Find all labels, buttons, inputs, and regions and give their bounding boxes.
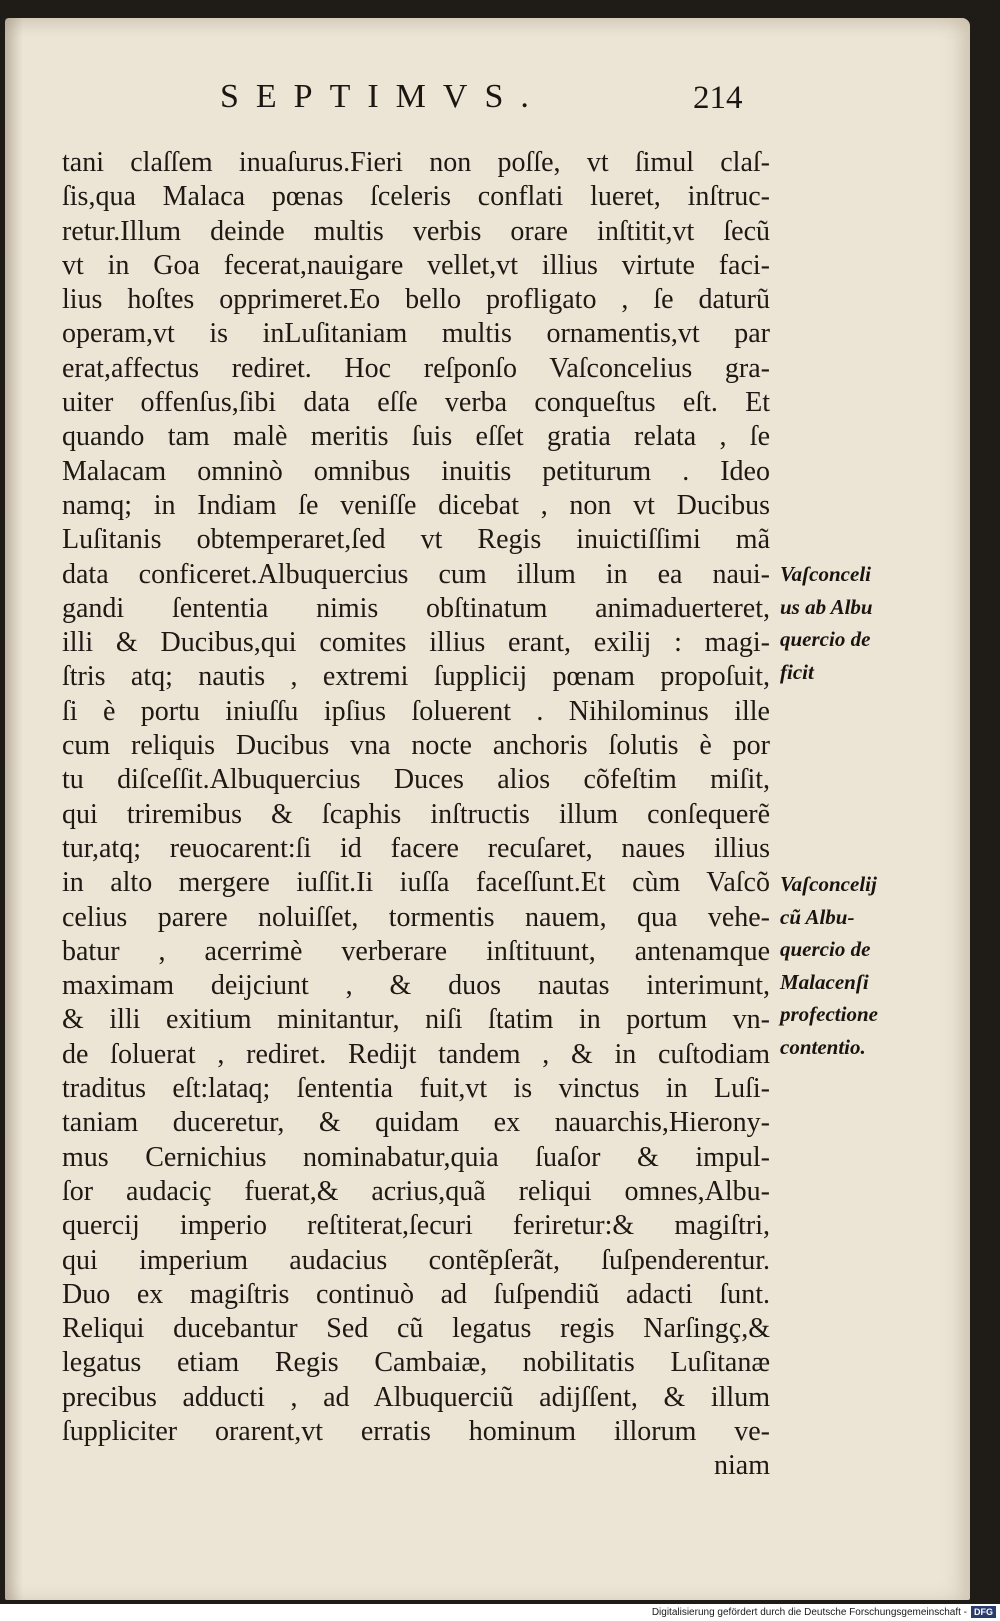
text-line: data conficeret.Albuquercius cum illum in ea naui- bbox=[62, 558, 770, 590]
text-line: ſuppliciter orarent,vt erratis hominum illorum ve- bbox=[62, 1415, 770, 1447]
text-line: namq; in Indiam ſe veniſſe dicebat , non vt Ducibus bbox=[62, 489, 770, 521]
marginal-note-line: contentio. bbox=[780, 1034, 866, 1059]
text-line: quercij imperio reſtiterat,ſecuri feriretur:& magiſtri, bbox=[62, 1210, 770, 1242]
marginal-note-line: Vaſconcelij bbox=[780, 872, 877, 896]
marginal-note-line: ficit bbox=[780, 659, 814, 684]
text-line: lius hoſtes opprimeret.Eo bello profligato , ſe daturũ bbox=[62, 284, 770, 316]
text-line: qui imperium audacius contẽpſerãt, ſuſpenderentur. bbox=[62, 1244, 770, 1276]
text-line: uiter offenſus,ſibi data eſſe verba conqueſtus eſt. Et bbox=[62, 387, 770, 419]
running-head: SEPTIMVS. bbox=[220, 78, 546, 115]
marginal-note bbox=[780, 558, 900, 688]
text-line: mus Cernichius nominabatur,quia ſuaſor & impul- bbox=[62, 1141, 770, 1173]
text-line: illi & Ducibus,qui comites illius erant, exilij : magi- bbox=[62, 627, 770, 659]
text-line: quando tam malè meritis ſuis eſſet gratia relata , ſe bbox=[62, 421, 770, 453]
text-line: celius parere noluiſſet, tormentis nauem, qua vehe- bbox=[62, 901, 770, 933]
text-line: taniam duceretur, & quidam ex nauarchis,Hierony- bbox=[62, 1107, 770, 1139]
text-line: ſor audaciç fuerat,& acrius,quã reliqui omnes,Albu- bbox=[62, 1175, 770, 1207]
marginal-note-line: us ab Albu bbox=[780, 594, 873, 619]
text-line: operam,vt is inLuſitaniam multis ornamentis,vt par bbox=[62, 318, 770, 350]
book-page bbox=[5, 18, 970, 1600]
text-line: ſis,qua Malaca pœnas ſceleris conflati lueret, inſtruc- bbox=[62, 181, 770, 213]
text-line: Duo ex magiſtris continuò ad ſuſpendiũ adacti ſunt. bbox=[62, 1278, 770, 1310]
text-line: tur,atq; reuocarent:ſi id facere recuſaret, naues illius bbox=[62, 832, 770, 864]
page-gutter-shadow bbox=[5, 18, 23, 1600]
text-line: Reliqui ducebantur Sed cũ legatus regis Narſingç,& bbox=[62, 1313, 770, 1345]
text-line: in alto mergere iuſſit.Ii iuſſa faceſſunt.Et cùm Vaſcõ bbox=[62, 867, 770, 899]
text-line: ſtris atq; nautis , extremi ſupplicij pœnam propoſuit, bbox=[62, 661, 770, 693]
text-line: legatus etiam Regis Cambaiæ, nobilitatis Luſitanæ bbox=[62, 1347, 770, 1379]
catchword: niam bbox=[714, 1450, 770, 1482]
text-line: ſi è portu iniuſſu ipſius ſoluerent . Nihilominus ille bbox=[62, 695, 770, 727]
dfg-logo: DFG bbox=[971, 1606, 996, 1618]
text-line: batur , acerrimè verberare inſtituunt, antenamque bbox=[62, 935, 770, 967]
marginal-note-line: quercio de bbox=[780, 627, 871, 651]
text-line: tu diſceſſit.Albuquercius Duces alios cõfeſtim miſit, bbox=[62, 764, 770, 796]
marginal-note-line: cũ Albu- bbox=[780, 904, 855, 929]
text-line: Luſitanis obtemperaret,ſed vt Regis inuictiſſimi mã bbox=[62, 524, 770, 556]
marginal-note-line: profectione bbox=[780, 1002, 878, 1026]
funding-credit: Digitalisierung gefördert durch die Deutsche Forschungsgemeinschaft - bbox=[651, 1607, 967, 1618]
text-line: gandi ſententia nimis obſtinatum animaduerteret, bbox=[62, 592, 770, 624]
marginal-note-line: Vaſconceli bbox=[780, 562, 871, 586]
marginal-note-line: quercio de bbox=[780, 937, 871, 961]
text-line: cum reliquis Ducibus vna nocte anchoris ſolutis è por bbox=[62, 730, 770, 762]
funding-footer bbox=[0, 1604, 1000, 1621]
text-line: Malacam omninò omnibus inuitis petiturum . Ideo bbox=[62, 455, 770, 487]
page-number: 214 bbox=[693, 80, 743, 116]
text-line: de ſoluerat , rediret. Redijt tandem , & in cuſtodiam bbox=[62, 1038, 770, 1070]
text-line: qui triremibus & ſcaphis inſtructis illum conſequerẽ bbox=[62, 798, 770, 830]
text-line: traditus eſt:lataq; ſententia fuit,vt is vinctus in Luſi- bbox=[62, 1073, 770, 1105]
body-text bbox=[62, 146, 770, 1484]
text-line: vt in Goa fecerat,nauigare vellet,vt illius virtute faci- bbox=[62, 249, 770, 281]
text-line: erat,affectus rediret. Hoc reſponſo Vaſconcelius gra- bbox=[62, 352, 770, 384]
text-line: tani claſſem inuaſurus.Fieri non poſſe, vt ſimul claſ- bbox=[62, 147, 770, 178]
marginal-note bbox=[780, 868, 900, 1063]
text-line: maximam deijciunt , & duos nautas interimunt, bbox=[62, 970, 770, 1002]
text-line: & illi exitium minitantur, niſi ſtatim in portum vn- bbox=[62, 1004, 770, 1036]
text-line: retur.Illum deinde multis verbis orare inſtitit,vt ſecũ bbox=[62, 215, 770, 247]
marginal-note-line: Malacenſi bbox=[780, 969, 869, 994]
text-line: precibus adducti , ad Albuquerciũ adijſſent, & illum bbox=[62, 1381, 770, 1413]
